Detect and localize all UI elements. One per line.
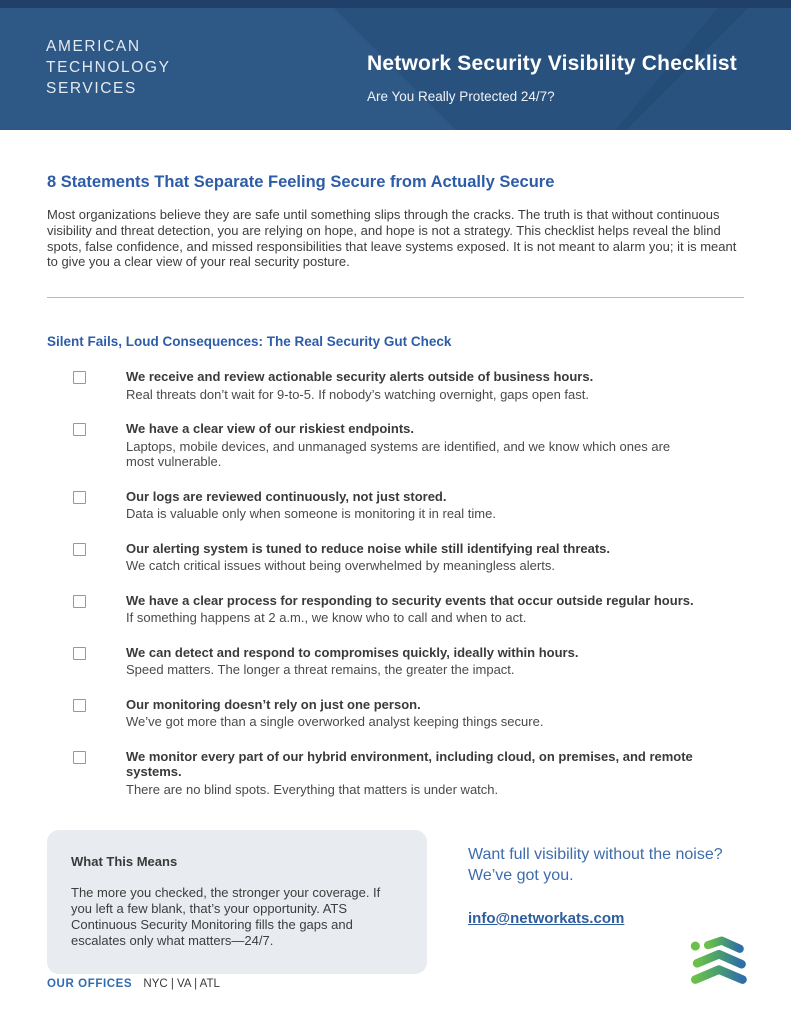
cta-block (468, 830, 723, 928)
checklist-item-description: There are no blind spots. Everything that matters is under watch. (126, 781, 499, 797)
checkbox[interactable] (73, 699, 86, 712)
document-subtitle: Are You Really Protected 24/7? (367, 89, 555, 104)
checklist-heading: Silent Fails, Loud Consequences: The Real Security Gut Check (47, 334, 452, 350)
offices-label: OUR OFFICES (47, 978, 133, 990)
checklist-item (47, 541, 744, 574)
checklist-item-text (126, 541, 610, 574)
checkbox[interactable] (73, 423, 86, 436)
header-title-block (367, 52, 737, 104)
checklist-item (47, 369, 744, 402)
checkbox[interactable] (73, 491, 86, 504)
checkbox[interactable] (73, 543, 86, 556)
intro-paragraph: Most organizations believe they are safe until something slips through the cracks. The truth is that without continuous visibility and threat detection, you are relying on hope, and hope is not a strategy. This checklist helps reveal the blind spots, false confidence, and missed responsibilities that leave systems exposed. It is not meant to alarm you; it is meant to give you a clear view of your real security posture. (47, 207, 737, 270)
checklist-item (47, 749, 744, 798)
ats-chevron-logo-icon (689, 936, 747, 996)
intro-heading: 8 Statements That Separate Feeling Secure from Actually Secure (47, 173, 555, 191)
logo-line-3: SERVICES (46, 80, 137, 97)
company-logo-text (46, 36, 171, 99)
checklist-item-description: Real threats don’t wait for 9-to-5. If nobody’s watching overnight, gaps open fast. (126, 386, 589, 402)
checkbox[interactable] (73, 647, 86, 660)
checklist-item-title: Our logs are reviewed continuously, not just stored. (126, 488, 447, 504)
checklist-item-description: We catch critical issues without being overwhelmed by meaningless alerts. (126, 558, 555, 574)
checklist-item-description: Speed matters. The longer a threat remains, the greater the impact. (126, 662, 515, 678)
checklist-item-title: We have a clear process for responding to security events that occur outside regular hours. (126, 592, 694, 608)
checklist-item (47, 489, 744, 522)
checklist (47, 369, 744, 797)
cta-line-1: Want full visibility without the noise? (468, 846, 723, 864)
checkbox[interactable] (73, 751, 86, 764)
checklist-item-text (126, 697, 543, 730)
summary-box (47, 830, 427, 974)
checklist-item (47, 593, 744, 626)
checklist-item-text (126, 489, 496, 522)
checklist-item-description: Laptops, mobile devices, and unmanaged systems are identified, and we know which ones are most vulnerable. (126, 438, 671, 470)
checklist-item-description: If something happens at 2 a.m., we know who to call and when to act. (126, 610, 527, 626)
checklist-item-title: Our alerting system is tuned to reduce noise while still identifying real threats. (126, 540, 611, 556)
summary-heading: What This Means (71, 854, 178, 870)
checklist-item-text (126, 593, 694, 626)
checkbox[interactable] (73, 371, 86, 384)
document-title: Network Security Visibility Checklist (367, 52, 737, 75)
checklist-item-text (126, 369, 593, 402)
checklist-item-title: Our monitoring doesn’t rely on just one person. (126, 696, 421, 712)
section-divider (47, 297, 744, 298)
checklist-item-title: We have a clear view of our riskiest endpoints. (126, 421, 415, 437)
checklist-item-text (126, 749, 696, 798)
bottom-section (47, 830, 744, 974)
checklist-item-description: Data is valuable only when someone is monitoring it in real time. (126, 506, 496, 522)
cta-line-2: We’ve got you. (468, 867, 574, 885)
contact-email-link[interactable]: info@networkats.com (468, 910, 625, 928)
logo-line-1: AMERICAN (46, 38, 141, 55)
offices-list: NYC | VA | ATL (143, 978, 220, 990)
logo-line-2: TECHNOLOGY (46, 59, 171, 76)
footer-offices (47, 978, 220, 990)
checklist-item (47, 645, 744, 678)
checkbox[interactable] (73, 595, 86, 608)
checklist-item (47, 697, 744, 730)
checklist-item-description: We’ve got more than a single overworked analyst keeping things secure. (126, 714, 544, 730)
checklist-item-title: We can detect and respond to compromises quickly, ideally within hours. (126, 644, 579, 660)
checklist-item (47, 421, 744, 470)
checklist-item-text (126, 645, 578, 678)
header (0, 0, 791, 130)
main-content (0, 173, 791, 974)
checklist-item-text (126, 421, 696, 470)
checklist-item-title: We monitor every part of our hybrid environment, including cloud, on premises, and remote systems. (126, 748, 693, 780)
checklist-item-title: We receive and review actionable security alerts outside of business hours. (126, 369, 594, 385)
summary-body: The more you checked, the stronger your coverage. If you left a few blank, that’s your opportunity. ATS Continuous Security Monitoring fills the gaps and escalates only what matters—24/7. (71, 885, 381, 948)
